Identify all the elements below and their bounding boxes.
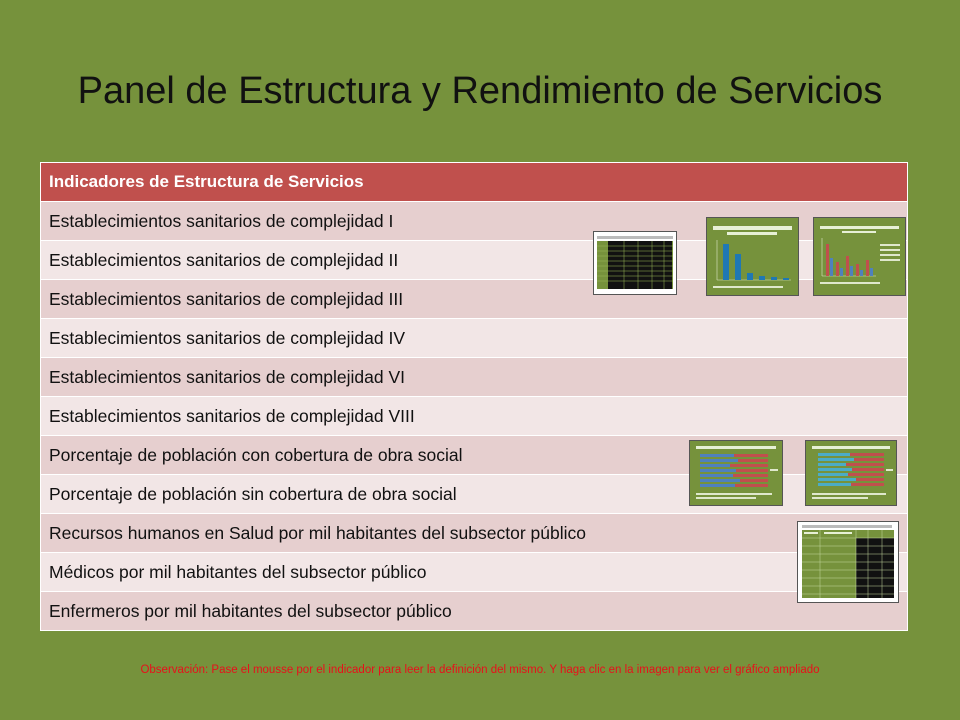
- slide-title: Panel de Estructura y Rendimiento de Servicios: [77, 70, 883, 112]
- indicator-row[interactable]: [41, 513, 907, 552]
- indicator-label: Enfermeros por mil habitantes del subsector público: [49, 601, 452, 621]
- indicator-label: Establecimientos sanitarios de complejidad VI: [49, 367, 406, 387]
- indicator-row[interactable]: [41, 552, 907, 591]
- indicator-label: Establecimientos sanitarios de complejidad III: [49, 289, 404, 309]
- indicator-label: Establecimientos sanitarios de complejidad IV: [49, 328, 406, 348]
- complexity-table-thumbnail[interactable]: [593, 231, 677, 295]
- footer-note: Observación: Pase el mousse por el indicador para leer la definición del mismo. Y haga clic en la imagen para ver el gráfico ampliado: [140, 664, 820, 676]
- indicator-label: Médicos por mil habitantes del subsector público: [49, 562, 427, 582]
- table-header: Indicadores de Estructura de Servicios: [41, 163, 907, 201]
- indicator-row[interactable]: [41, 591, 907, 630]
- indicator-label: Porcentaje de población con cobertura de obra social: [49, 445, 463, 465]
- grouped-bar-chart-thumbnail[interactable]: [813, 217, 906, 296]
- no-coverage-stacked-bar-thumbnail[interactable]: [805, 440, 897, 506]
- indicator-label: Porcentaje de población sin cobertura de obra social: [49, 484, 457, 504]
- coverage-stacked-bar-thumbnail[interactable]: [689, 440, 783, 506]
- indicator-row[interactable]: [41, 357, 907, 396]
- indicator-label: Establecimientos sanitarios de complejidad I: [49, 211, 394, 231]
- human-resources-table-thumbnail[interactable]: [797, 521, 899, 603]
- indicator-label: Establecimientos sanitarios de complejidad VIII: [49, 406, 415, 426]
- indicator-row[interactable]: [41, 318, 907, 357]
- indicator-label: Establecimientos sanitarios de complejidad II: [49, 250, 399, 270]
- establishments-bar-chart-thumbnail[interactable]: [706, 217, 799, 296]
- indicator-label: Recursos humanos en Salud por mil habitantes del subsector público: [49, 523, 586, 543]
- indicator-row[interactable]: [41, 396, 907, 435]
